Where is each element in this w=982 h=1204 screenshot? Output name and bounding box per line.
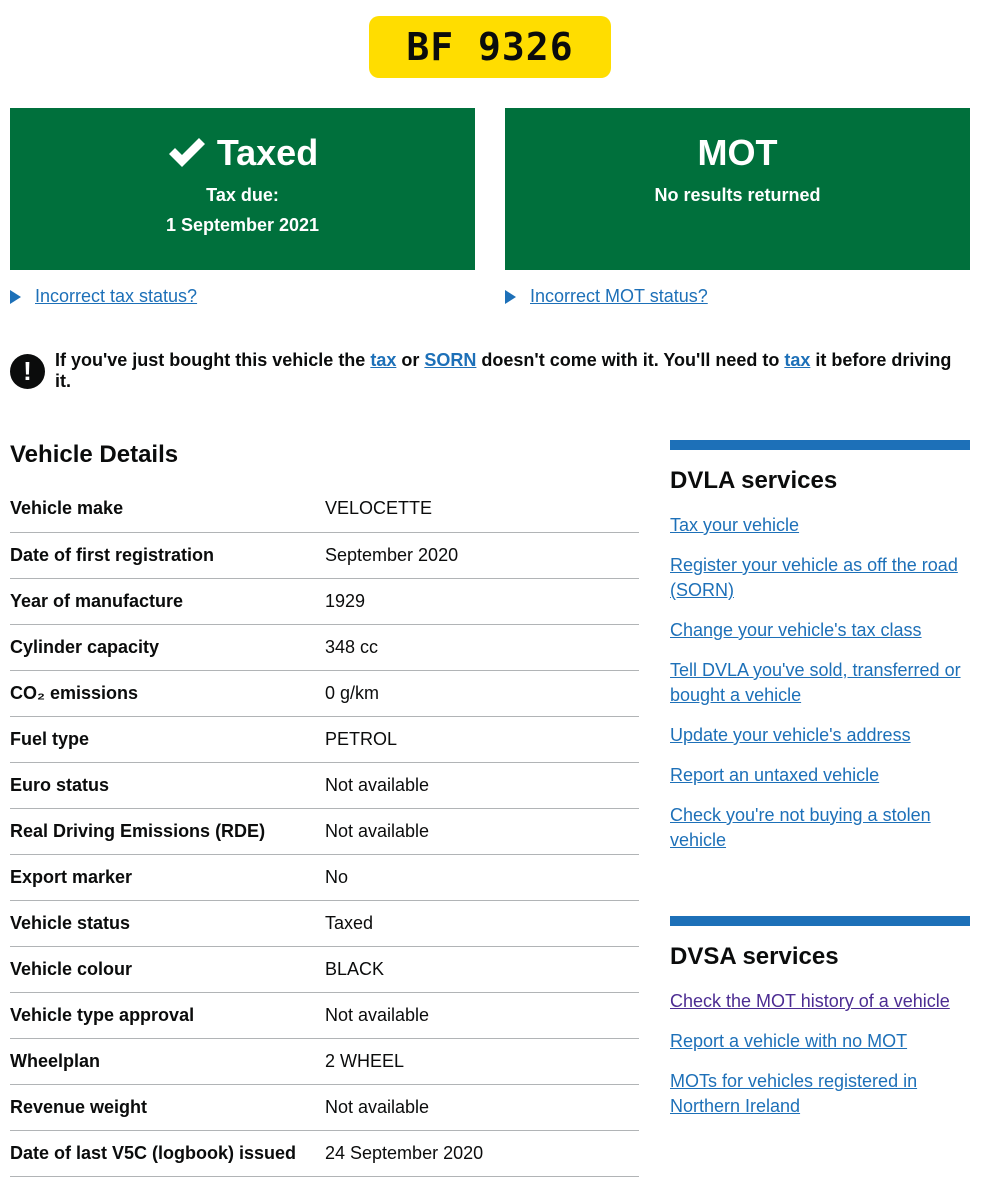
tax-your-vehicle-link[interactable]: Tax your vehicle bbox=[670, 515, 800, 535]
vehicle-details bbox=[10, 440, 639, 1177]
registration-plate: BF 9326 bbox=[369, 16, 611, 78]
dvla-links-list bbox=[670, 513, 970, 853]
dvsa-services-heading: DVSA services bbox=[670, 943, 839, 970]
mot-status-heading: MOT bbox=[697, 132, 778, 173]
list-item bbox=[670, 723, 970, 748]
list-item bbox=[670, 553, 970, 603]
tax-link[interactable]: tax bbox=[370, 350, 397, 370]
report-untaxed-link[interactable]: Report an untaxed vehicle bbox=[670, 765, 880, 785]
incorrect-mot-link[interactable]: Incorrect MOT status? bbox=[530, 286, 708, 306]
table-row: Cylinder capacity 348 cc bbox=[10, 625, 639, 671]
table-row: Real Driving Emissions (RDE) Not available bbox=[10, 809, 639, 855]
change-tax-class-link[interactable]: Change your vehicle's tax class bbox=[670, 620, 922, 640]
table-row: Revenue weight Not available bbox=[10, 1085, 639, 1131]
table-row: Year of manufacture 1929 bbox=[10, 579, 639, 625]
exclamation-icon: ! bbox=[10, 354, 45, 389]
table-row: Vehicle type approval Not available bbox=[10, 993, 639, 1039]
table-row: Vehicle colour BLACK bbox=[10, 947, 639, 993]
sorn-link[interactable]: SORN bbox=[424, 350, 477, 370]
vehicle-details-heading: Vehicle Details bbox=[10, 441, 179, 468]
table-row: Date of last V5C (logbook) issued 24 September 2020 bbox=[10, 1131, 639, 1177]
sorn-register-link[interactable]: Register your vehicle as off the road (SORN) bbox=[670, 555, 958, 600]
tax-link-2[interactable]: tax bbox=[784, 350, 811, 370]
table-row: Fuel type PETROL bbox=[10, 717, 639, 763]
list-item bbox=[670, 513, 970, 538]
check-stolen-link[interactable]: Check you're not buying a stolen vehicle bbox=[670, 805, 931, 850]
tell-dvla-sold-link[interactable]: Tell DVLA you've sold, transferred or bought a vehicle bbox=[670, 660, 961, 705]
mot-northern-ireland-link[interactable]: MOTs for vehicles registered in Northern Ireland bbox=[670, 1071, 918, 1116]
table-row: Date of first registration September 2020 bbox=[10, 533, 639, 579]
dvla-services-heading: DVLA services bbox=[670, 467, 838, 494]
tax-due-date: 1 September 2021 bbox=[165, 215, 320, 235]
table-row: Wheelplan 2 WHEEL bbox=[10, 1039, 639, 1085]
table-row: Vehicle make VELOCETTE bbox=[10, 496, 639, 533]
list-item bbox=[670, 1069, 970, 1119]
list-item bbox=[670, 618, 970, 643]
table-row: Vehicle status Taxed bbox=[10, 901, 639, 947]
incorrect-tax-disclosure[interactable] bbox=[10, 286, 197, 307]
list-item bbox=[670, 763, 970, 788]
tax-status-heading: Taxed bbox=[216, 132, 319, 173]
list-item bbox=[670, 989, 970, 1014]
table-row: Export marker No bbox=[10, 855, 639, 901]
triangle-right-icon bbox=[505, 290, 516, 304]
vehicle-details-table bbox=[10, 496, 639, 1177]
section-divider bbox=[670, 916, 970, 926]
section-divider bbox=[670, 440, 970, 450]
tax-due-label: Tax due: bbox=[206, 185, 279, 205]
list-item bbox=[670, 1029, 970, 1054]
report-no-mot-link[interactable]: Report a vehicle with no MOT bbox=[670, 1031, 908, 1051]
mot-history-link[interactable]: Check the MOT history of a vehicle bbox=[670, 991, 950, 1011]
dvla-services bbox=[670, 440, 970, 868]
warning-text: If you've just bought this vehicle the tax or SORN doesn't come with it. You'll need to tax it before driving it. bbox=[55, 350, 952, 391]
mot-status-message: No results returned bbox=[654, 185, 821, 205]
list-item bbox=[670, 658, 970, 708]
tax-status-panel bbox=[10, 108, 475, 270]
incorrect-mot-disclosure[interactable] bbox=[505, 286, 708, 307]
table-row: Euro status Not available bbox=[10, 763, 639, 809]
table-row: CO₂ emissions 0 g/km bbox=[10, 671, 639, 717]
list-item bbox=[670, 803, 970, 853]
dvsa-links-list bbox=[670, 989, 970, 1119]
dvsa-services bbox=[670, 916, 970, 1134]
mot-status-panel bbox=[505, 108, 970, 270]
incorrect-tax-link[interactable]: Incorrect tax status? bbox=[35, 286, 198, 306]
warning-notice bbox=[10, 350, 970, 392]
check-icon bbox=[167, 136, 207, 170]
update-address-link[interactable]: Update your vehicle's address bbox=[670, 725, 911, 745]
triangle-right-icon bbox=[10, 290, 21, 304]
